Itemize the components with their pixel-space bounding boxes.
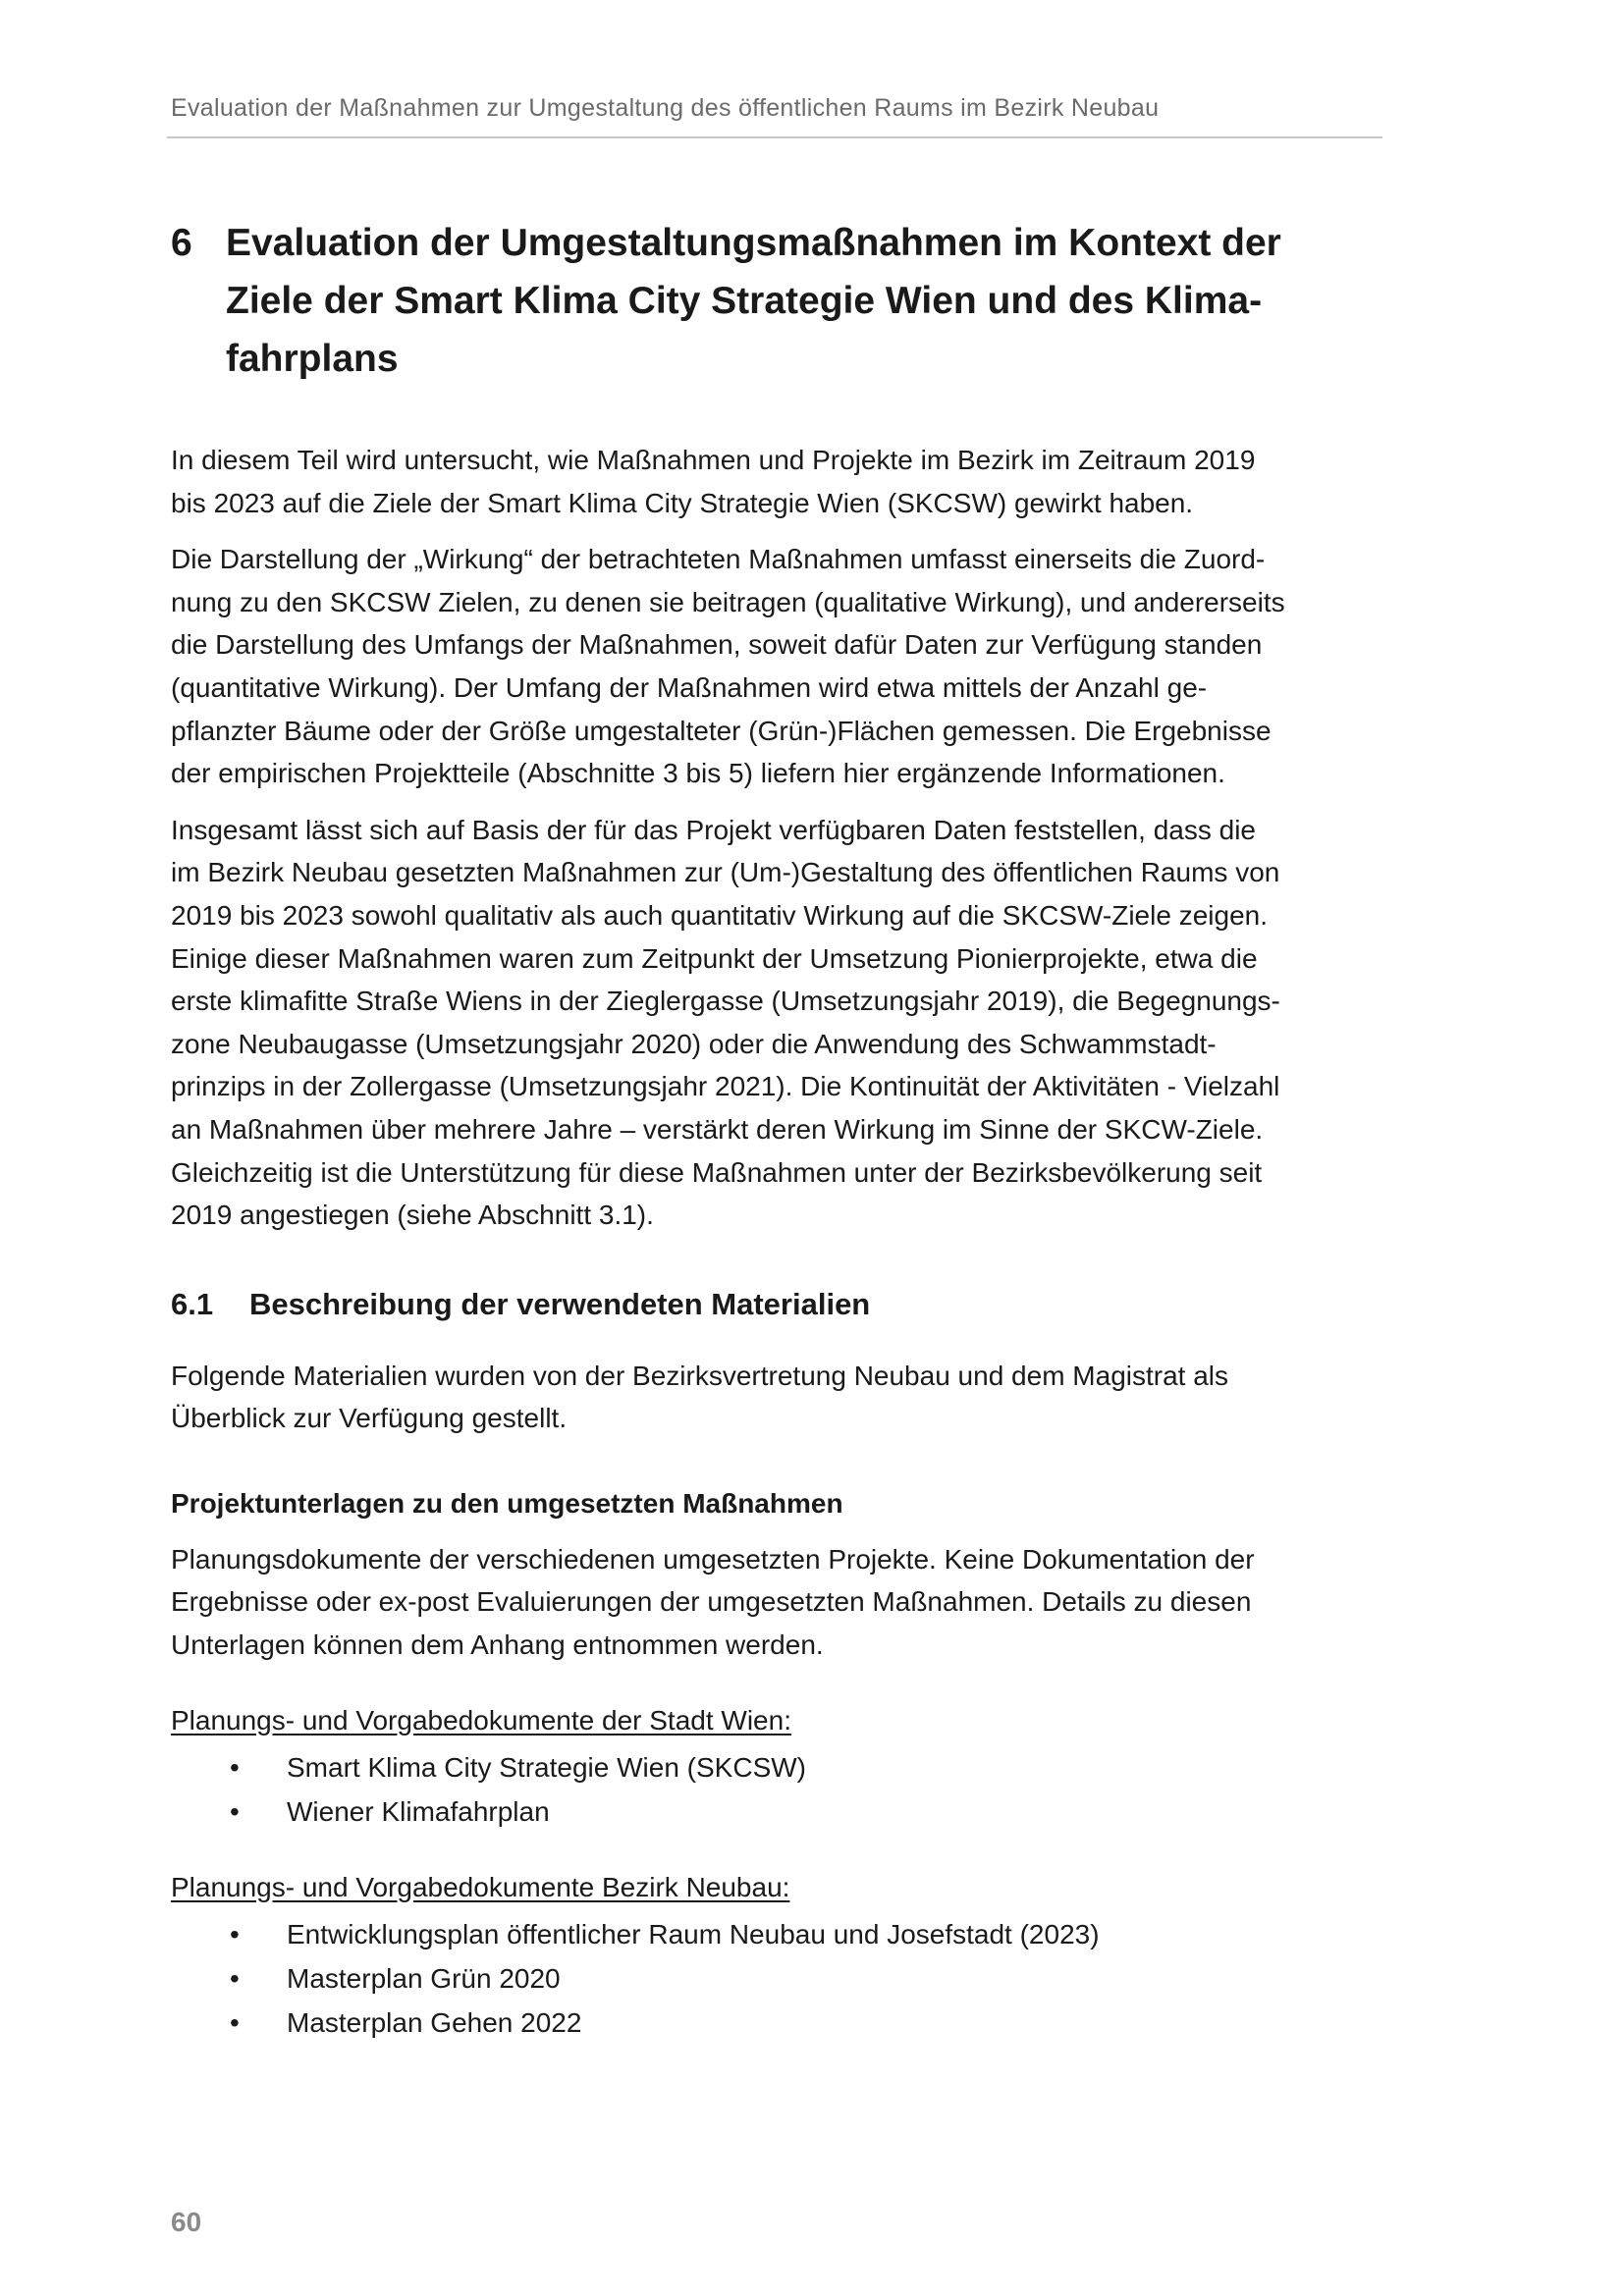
text-line: erste klimafitte Straße Wiens in der Zieglergasse (Umsetzungsjahr 2019), die Begegnungs-	[171, 986, 1280, 1017]
text-line: Insgesamt lässt sich auf Basis der für das Projekt verfügbaren Daten feststellen, dass die	[171, 814, 1257, 845]
list-item-text: Masterplan Grün 2020	[287, 1962, 561, 1994]
text-line: 2019 bis 2023 sowohl qualitativ als auch quantitativ Wirkung auf die SKCSW-Ziele zeigen.	[171, 899, 1268, 931]
intro-paragraph	[171, 439, 1388, 524]
page-content	[171, 214, 1388, 2045]
impact-paragraph	[171, 538, 1388, 795]
text-line: Ergebnisse oder ex-post Evaluierungen der umgesetzten Maßnahmen. Details zu diesen	[171, 1586, 1252, 1618]
text-line: Überblick zur Verfügung gestellt.	[171, 1403, 568, 1434]
list-item-text: Entwicklungsplan öffentlicher Raum Neubau und Josefstadt (2023)	[287, 1918, 1100, 1949]
chapter-title-line: Evaluation der Umgestaltungsmaßnahmen im Kontext der	[226, 222, 1281, 264]
list-item	[226, 2001, 1388, 2045]
page-number: 60	[171, 2207, 202, 2237]
list-heading-city: Planungs- und Vorgabedokumente der Stadt Wien:	[171, 1704, 791, 1735]
text-line: 2019 angestiegen (siehe Abschnitt 3.1).	[171, 1200, 654, 1231]
bullet-icon: •	[230, 1962, 240, 1994]
chapter-title	[226, 214, 1388, 388]
text-line: zone Neubaugasse (Umsetzungsjahr 2020) oder die Anwendung des Schwammstadt-	[171, 1028, 1217, 1059]
section-heading	[171, 1284, 1388, 1325]
text-line: Die Darstellung der „Wirkung“ der betrachteten Maßnahmen umfasst einerseits die Zuord-	[171, 544, 1266, 575]
bullet-list-district	[171, 1912, 1388, 2045]
subheading-paragraph	[171, 1538, 1388, 1667]
list-item	[226, 1789, 1388, 1834]
chapter-heading	[171, 214, 1388, 388]
list-item-text: Masterplan Gehen 2022	[287, 2006, 582, 2038]
text-line: an Maßnahmen über mehrere Jahre – verstärkt deren Wirkung im Sinne der SKCW-Ziele.	[171, 1113, 1264, 1145]
list-item	[226, 1956, 1388, 2001]
list-item-text: Smart Klima City Strategie Wien (SKCSW)	[287, 1751, 806, 1783]
header-divider	[167, 136, 1382, 138]
text-line: der empirischen Projektteile (Abschnitte 3 bis 5) liefern hier ergänzende Informationen.	[171, 758, 1225, 789]
list-item	[226, 1912, 1388, 1956]
text-line: In diesem Teil wird untersucht, wie Maßnahmen und Projekte im Bezirk im Zeitraum 2019	[171, 445, 1256, 475]
list-item	[226, 1745, 1388, 1789]
text-line: Unterlagen können dem Anhang entnommen werden.	[171, 1629, 824, 1661]
chapter-number: 6	[171, 222, 192, 264]
bullet-icon: •	[230, 1751, 240, 1783]
text-line: Planungsdokumente der verschiedenen umgesetzten Projekte. Keine Dokumentation der	[171, 1543, 1255, 1575]
text-line: Gleichzeitig ist die Unterstützung für diese Maßnahmen unter der Bezirksbevölkerung seit	[171, 1156, 1263, 1188]
chapter-title-line: fahrplans	[226, 338, 399, 380]
subheading: Projektunterlagen zu den umgesetzten Maßnahmen	[171, 1487, 843, 1519]
text-line: pflanzter Bäume oder der Größe umgestalteter (Grün-)Flächen gemessen. Die Ergebnisse	[171, 715, 1272, 746]
bullet-list-city	[171, 1745, 1388, 1834]
text-line: bis 2023 auf die Ziele der Smart Klima City Strategie Wien (SKCSW) gewirkt haben.	[171, 487, 1194, 518]
text-line: die Darstellung des Umfangs der Maßnahmen, soweit dafür Daten zur Verfügung standen	[171, 629, 1263, 661]
text-line: (quantitative Wirkung). Der Umfang der Maßnahmen wird etwa mittels der Anzahl ge-	[171, 671, 1208, 703]
text-line: prinzips in der Zollergasse (Umsetzungsjahr 2021). Die Kontinuität der Aktivitäten - Vielzahl	[171, 1071, 1280, 1102]
section-title: Beschreibung der verwendeten Materialien	[249, 1286, 871, 1321]
bullet-icon: •	[230, 1918, 240, 1949]
section-intro-paragraph	[171, 1355, 1388, 1440]
text-line: Einige dieser Maßnahmen waren zum Zeitpunkt der Umsetzung Pionierprojekte, etwa die	[171, 942, 1258, 974]
summary-paragraph	[171, 809, 1388, 1237]
text-line: Folgende Materialien wurden von der Bezirksvertretung Neubau und dem Magistrat als	[171, 1360, 1229, 1391]
section-number: 6.1	[171, 1286, 214, 1321]
text-line: nung zu den SKCSW Zielen, zu denen sie beitragen (qualitative Wirkung), und andererseits	[171, 586, 1285, 617]
chapter-title-line: Ziele der Smart Klima City Strategie Wien und des Klima-	[226, 280, 1263, 322]
list-item-text: Wiener Klimafahrplan	[287, 1795, 550, 1827]
running-header: Evaluation der Maßnahmen zur Umgestaltung des öffentlichen Raums im Bezirk Neubau	[171, 94, 1160, 122]
list-heading-district: Planungs- und Vorgabedokumente Bezirk Neubau:	[171, 1871, 790, 1902]
bullet-icon: •	[230, 2006, 240, 2038]
bullet-icon: •	[230, 1795, 240, 1827]
text-line: im Bezirk Neubau gesetzten Maßnahmen zur (Um-)Gestaltung des öffentlichen Raums von	[171, 857, 1280, 888]
